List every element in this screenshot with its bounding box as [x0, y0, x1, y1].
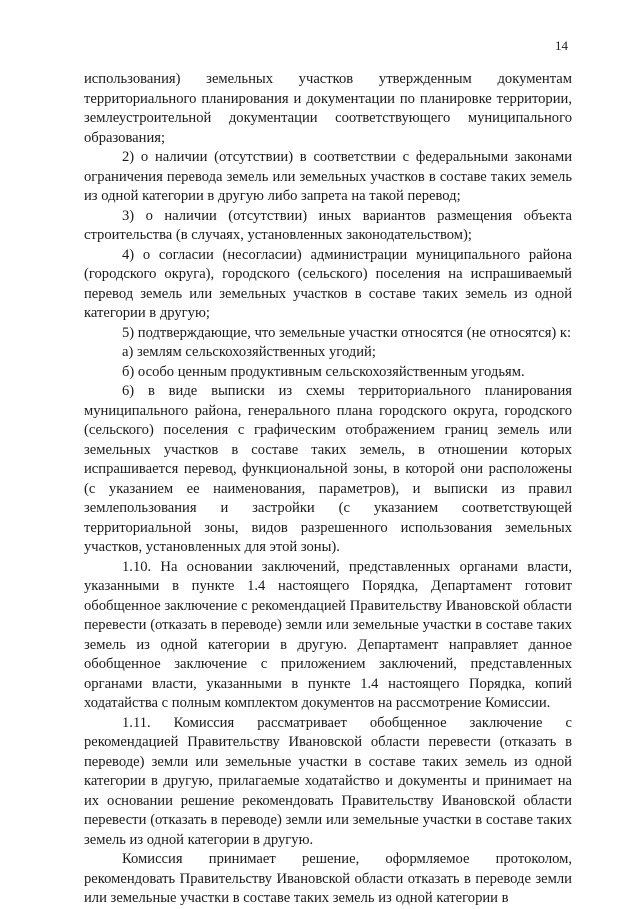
paragraph-subitem-a: а) землям сельскохозяйственных угодий;	[122, 344, 376, 360]
paragraph-item-2: 2) о наличии (отсутствии) в соответствии с федеральными законами ограничения перевода земель или земельных участков в составе таких земель из одной категории в другую либо запрета на такой перевод;	[84, 149, 572, 204]
paragraph-item-5: 5) подтверждающие, что земельные участки относятся (не относятся) к:	[122, 324, 572, 341]
paragraph-continuation: использования) земельных участков утвержденным документам территориального планирования и документации по планировке территории, землеустроительной документации соответствующего муниципального образования;	[84, 71, 572, 146]
paragraph-commission-decision: Комиссия принимает решение, оформляемое протоколом, рекомендовать Правительству Ивановской области отказать в переводе земли или земельные участки в составе таких земель из одной категории в	[84, 851, 572, 906]
paragraph-section-1-10: 1.10. На основании заключений, представленных органами власти, указанными в пункте 1.4 настоящего Порядка, Департамент готовит обобщенное заключение с рекомендацией Правительству Ивановской области перевести (отказать в переводе) земли или земельные участки в составе таких земель из одной категории в другую. Департамент направляет данное обобщенное заключение с приложением заключений, представленных органами власти, указанными в пункте 1.4 настоящего Порядка, копий ходатайства с полным комплектом документов на рассмотрение Комиссии.	[84, 558, 572, 711]
page-number: 14	[555, 38, 568, 53]
paragraph-item-4: 4) о согласии (несогласии) администрации муниципального района (городского округа), городского (сельского) поселения на испрашиваемый перевод земель или земельных участков в составе таких земель из одной категории в другую;	[84, 246, 572, 321]
paragraph-item-6: 6) в виде выписки из схемы территориального планирования муниципального района, генерального плана городского округа, городского (сельского) поселения с графическим отображением границ земель или земельных участков в составе таких земель, в отношении которых испрашивается перевод, функциональной зоны, в которой они расположены (с указанием ее наименования, параметров), и выписки из правил землепользования и застройки (с указанием соответствующей территориальной зоны, видов разрешенного использования земельных участков, установленных для этой зоны).	[84, 383, 572, 555]
document-body	[84, 70, 572, 909]
paragraph-item-3: 3) о наличии (отсутствии) иных вариантов размещения объекта строительства (в случаях, установленных законодательством);	[84, 207, 572, 243]
paragraph-subitem-b: б) особо ценным продуктивным сельскохозяйственным угодьям.	[122, 363, 525, 380]
paragraph-section-1-11: 1.11. Комиссия рассматривает обобщенное заключение с рекомендацией Правительству Ивановской области перевести (отказать в переводе) земли или земельные участки в составе таких земель из одной категории в другую, прилагаемые ходатайство и документы и принимает на их основании решение рекомендовать Правительству Ивановской области перевести (отказать в переводе) земли или земельные участки в составе таких земель из одной категории в другую.	[84, 714, 572, 848]
